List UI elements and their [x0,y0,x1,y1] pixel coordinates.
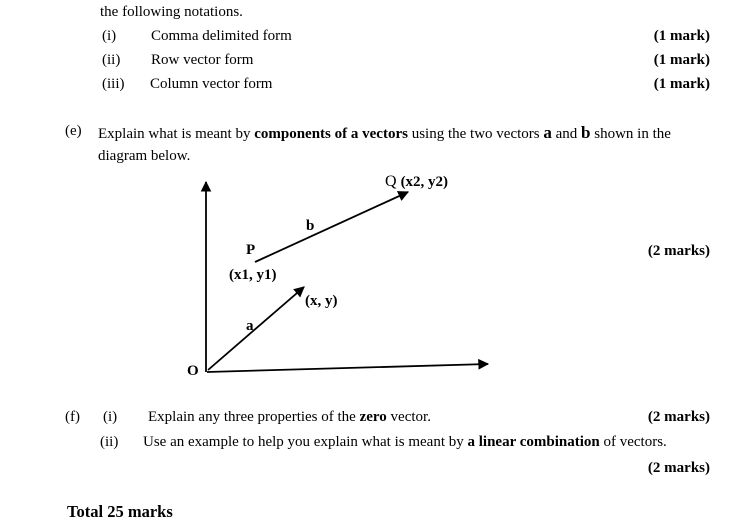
part-f-item2-number: (ii) [100,434,119,450]
part-f-item1-number: (i) [103,409,118,425]
part-f-item1-text [148,408,431,427]
point-q-label [385,173,448,190]
part-e-seg7: shown in the [590,126,671,142]
point-p-label: P [246,242,256,258]
part-e-marks: (2 marks) [647,243,710,259]
f2-seg1: Use an example to help you explain what is meant by [143,434,468,450]
total-marks: Total 25 marks [67,502,173,521]
part-f-item2-marks: (2 marks) [647,460,710,476]
f2-bold-term: a linear combination [467,434,600,450]
f1-seg3: vector. [386,409,431,425]
part-f-item1-marks: (2 marks) [647,409,710,425]
vector-a-symbol: a [543,123,552,142]
part-e-seg3: using the two vectors [407,126,544,142]
notation-2-label: Row vector form [151,52,254,68]
notation-1-number: (i) [102,28,117,44]
part-e-seg1: Explain what is meant by [98,126,255,142]
part-e-line2: diagram below. [98,148,191,164]
notation-3-number: (iii) [102,76,125,92]
x-axis-line [207,364,488,372]
vector-b-symbol: b [581,123,591,142]
q-letter: Q [385,173,401,190]
notation-3-marks: (1 mark) [653,76,710,92]
part-f-item2-text [143,433,667,452]
intro-text: the following notations. [100,4,243,20]
q-coords: (x2, y2) [400,174,449,190]
notation-1-marks: (1 mark) [653,28,710,44]
vector-b-arrow [255,192,408,262]
notation-1-label: Comma delimited form [151,28,292,44]
part-e-bold-term: components of a vectors [254,126,408,142]
origin-label: O [187,363,199,379]
f1-bold-term: zero [359,409,387,425]
vector-diagram [180,160,515,400]
f1-seg1: Explain any three properties of the [148,409,360,425]
part-e-text [98,122,671,144]
vector-a-tip-coords: (x, y) [305,293,338,309]
vector-a-label: a [246,318,254,334]
part-e-seg5: and [551,126,582,142]
point-p-coords: (x1, y1) [229,267,277,283]
vector-b-label: b [306,218,315,234]
notation-2-number: (ii) [102,52,121,68]
vector-a-arrow [208,287,304,370]
notation-3-label: Column vector form [150,76,273,92]
f2-seg3: of vectors. [599,434,667,450]
notation-2-marks: (1 mark) [653,52,710,68]
part-f-number: (f) [65,409,80,425]
part-e-number: (e) [65,123,82,139]
